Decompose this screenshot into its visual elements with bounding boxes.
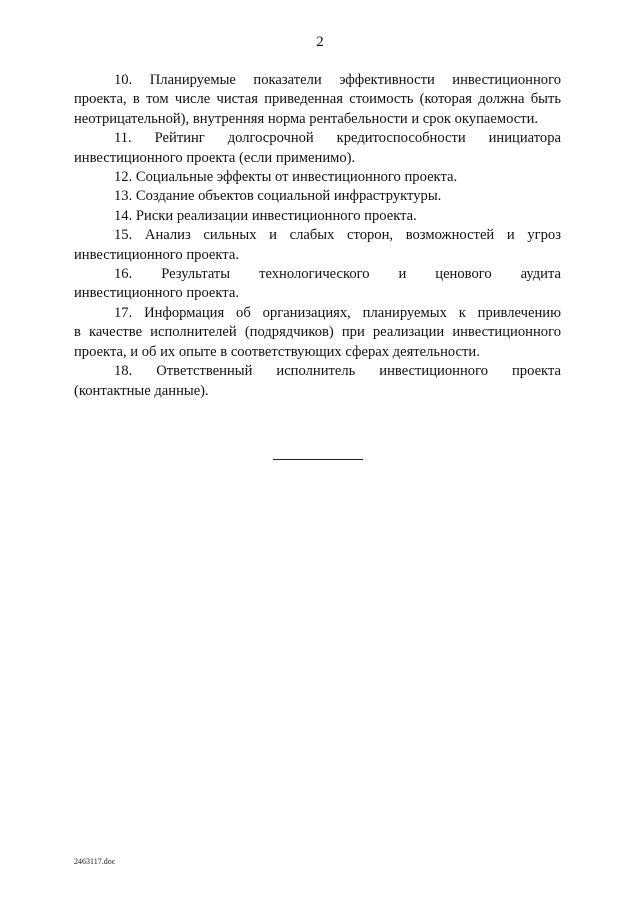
list-item-12-line-1: 12. Социальные эффекты от инвестиционного проекта.	[114, 169, 458, 186]
footer-file-name: 2463117.doc	[74, 857, 116, 866]
list-item-14	[74, 207, 561, 226]
list-item-11	[74, 129, 561, 168]
list-item-10	[74, 71, 561, 129]
list-item-14-line-1: 14. Риски реализации инвестиционного проекта.	[114, 207, 417, 224]
list-item-18-line-2: (контактные данные).	[74, 382, 209, 399]
list-item-12	[74, 168, 561, 187]
list-item-16	[74, 265, 561, 304]
list-item-16-line-2: инвестиционного проекта.	[74, 285, 239, 302]
list-item-10-line-2: проекта, в том числе чистая приведенная стоимость (которая должна быть	[74, 91, 561, 108]
page-number: 2	[316, 34, 324, 50]
document-body	[74, 71, 561, 401]
list-item-10-line-3: неотрицательной), внутренняя норма рентабельности и срок окупаемости.	[74, 110, 539, 127]
list-item-17-line-3: проекта, и об их опыте в соответствующих сферах деятельности.	[74, 343, 480, 360]
list-item-15	[74, 226, 561, 265]
list-item-15-line-2: инвестиционного проекта.	[74, 246, 239, 263]
list-item-13	[74, 187, 561, 206]
list-item-10-line-1: 10. Планируемые показатели эффективности инвестиционного	[114, 72, 561, 88]
list-item-18	[74, 362, 561, 401]
list-item-11-line-2: инвестиционного проекта (если применимо).	[74, 149, 356, 166]
list-item-13-line-1: 13. Создание объектов социальной инфраструктуры.	[114, 188, 442, 205]
list-item-17	[74, 304, 561, 362]
list-item-11-line-1: 11. Рейтинг долгосрочной кредитоспособности инициатора	[114, 130, 561, 147]
list-item-17-line-1: 17. Информация об организациях, планируемых к привлечению	[114, 304, 561, 321]
list-item-17-line-2: в качестве исполнителей (подрядчиков) при реализации инвестиционного	[74, 324, 561, 341]
list-item-15-line-1: 15. Анализ сильных и слабых сторон, возможностей и угроз	[114, 227, 561, 244]
list-item-16-line-1: 16. Результаты технологического и ценового аудита	[114, 266, 561, 283]
end-separator-line	[273, 459, 363, 460]
list-item-18-line-1: 18. Ответственный исполнитель инвестиционного проекта	[114, 363, 561, 380]
